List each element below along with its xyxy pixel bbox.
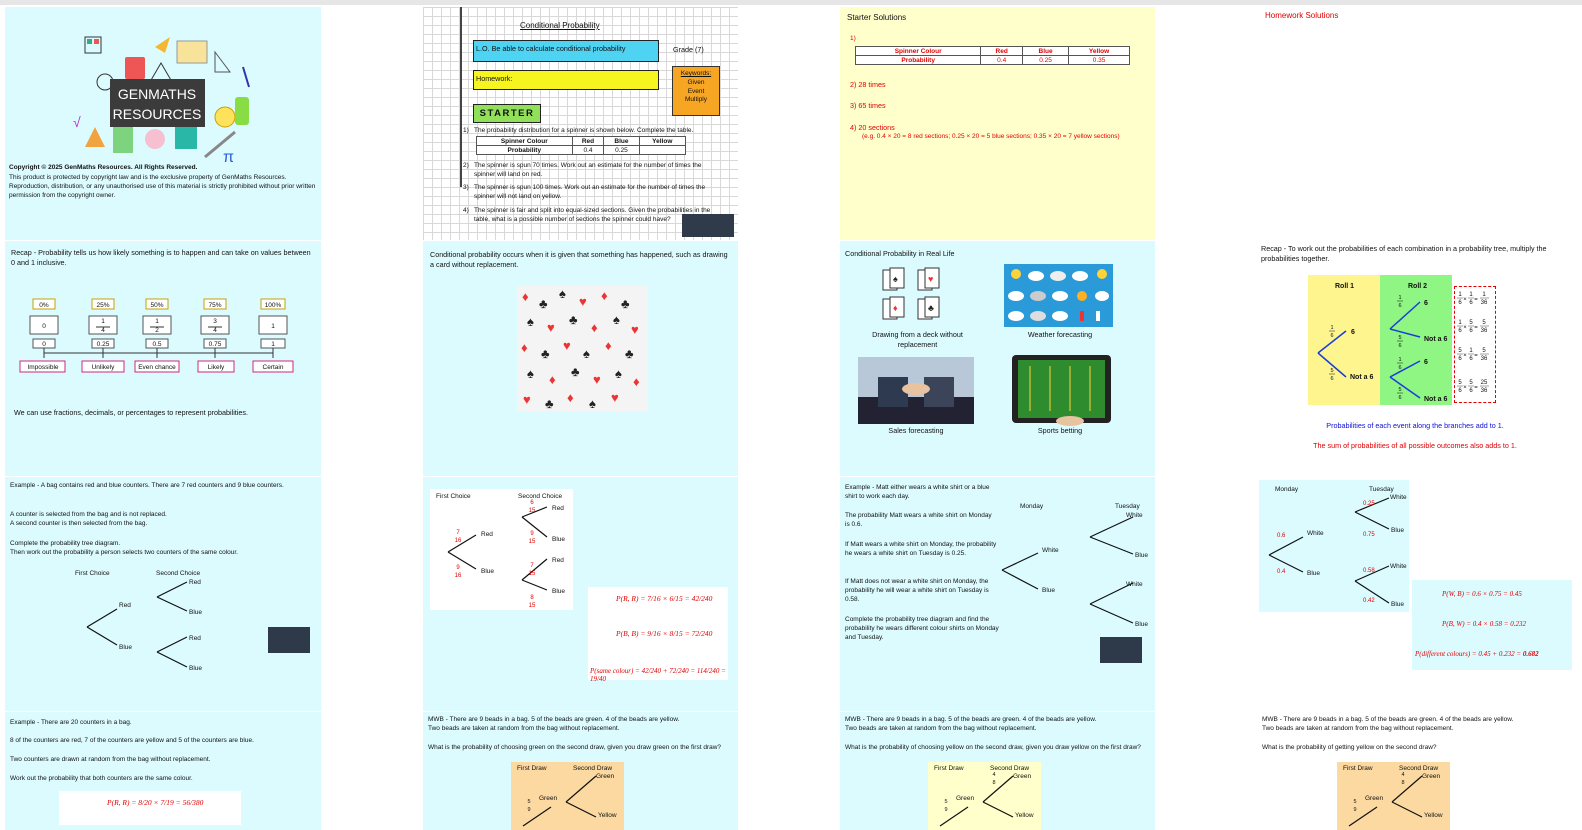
svg-text:Blue: Blue [481,568,495,575]
solution-table: Spinner Colour Red Blue Yellow Probability 0.4 0.25 0.35 [855,46,1130,65]
svg-text:6: 6 [1351,329,1355,336]
svg-text:Blue: Blue [1307,570,1321,577]
svg-text:White: White [1042,547,1059,554]
product-row-2 [1458,320,1488,334]
homework-box: Homework: [473,70,659,90]
branches-add-note: Probabilities of each event along the branches add to 1. [1326,421,1504,430]
svg-text:0.4: 0.4 [1277,569,1286,575]
svg-text:♠: ♠ [613,312,620,327]
svg-text:Second Draw: Second Draw [1399,765,1439,772]
slide-16-mwb-second-yellow[interactable] [1257,712,1573,830]
svg-text:Second Choice: Second Choice [156,570,201,577]
svg-text:Yellow: Yellow [598,812,617,819]
svg-text:=: = [1474,353,1478,359]
svg-text:♥: ♥ [547,320,555,335]
blank-tree-diagram [65,567,235,679]
svg-text:6: 6 [1458,356,1462,362]
svg-text:Green: Green [956,795,975,802]
maths-doodles-icon [65,27,265,167]
example-line-2: 8 of the counters are red, 7 of the counters are yellow and 5 of the counters are blue. [10,737,254,744]
svg-text:First Choice: First Choice [436,493,471,500]
slide-12-shirts-solution[interactable] [1257,477,1573,711]
svg-text:Red: Red [189,579,201,586]
answer-4: 4) 20 sections [850,123,895,132]
mwb-intro: MWB - There are 9 beads in a bag. 5 of the beads are green. 4 of the beads are yellow. [428,716,680,723]
svg-text:♦: ♦ [633,374,640,389]
svg-text:6: 6 [1469,356,1473,362]
svg-text:=: = [1474,385,1478,391]
svg-text:Blue: Blue [552,588,566,595]
svg-text:9: 9 [456,565,460,571]
svg-text:White: White [1390,494,1407,501]
svg-text:Impossible: Impossible [27,364,59,371]
svg-text:×: × [1463,325,1467,331]
svg-text:15: 15 [528,603,536,609]
svg-text:♠: ♠ [615,366,622,381]
svg-text:Certain: Certain [262,364,284,371]
caption-weather: Weather forecasting [1027,330,1093,339]
svg-text:0.25: 0.25 [1363,501,1375,507]
svg-text:♦: ♦ [591,320,598,335]
svg-text:Blue: Blue [1042,587,1056,594]
svg-text:1: 1 [1458,320,1462,326]
svg-text:Green: Green [1013,773,1032,780]
copyright-title: Copyright © 2025 GenMaths Resources. All Rights Reserved. [9,164,198,171]
svg-text:0: 0 [42,341,46,348]
svg-text:♣: ♣ [569,312,578,327]
beads-tree-diagram [1337,762,1450,830]
caption-sports: Sports betting [1037,426,1083,435]
svg-text:7: 7 [530,563,534,569]
example-line-2: The probability Matt wears a white shirt on Monday is 0.6. [845,512,992,528]
svg-text:Red: Red [481,531,493,538]
mwb-line-2: Two beads are taken at random from the bag without replacement. [845,725,1037,732]
svg-text:6: 6 [530,500,534,506]
svg-text:6: 6 [1424,300,1428,307]
svg-text:Yellow: Yellow [1015,812,1034,819]
copyright-body: This product is protected by copyright law and is the exclusive property of GenMaths Resources. Reproduction, distribution, or any unauthorised use of this material is strictly prohibited without prior written permission from the copyright owner. [9,174,316,199]
svg-text:0.6: 0.6 [1277,533,1286,539]
svg-text:9: 9 [944,807,948,813]
example-line-4: Work out the probability that both counters are the same colour. [10,775,193,782]
svg-text:♦: ♦ [605,338,612,353]
recap-text: Recap - To work out the probabilities of each combination in a probability tree, multiply the probabilities together. [1261,244,1547,263]
svg-text:6: 6 [1330,333,1334,339]
svg-text:9: 9 [1353,807,1357,813]
svg-text:Blue: Blue [1135,621,1149,627]
equation-rr: P(R, R) = 8/20 × 7/19 = 56/380 [107,798,204,807]
q3-number: 3) [463,184,469,191]
svg-text:Green: Green [1422,773,1441,780]
svg-text:8: 8 [530,595,534,601]
logo-line2: RESOURCES [112,106,202,122]
svg-text:0%: 0% [39,302,49,309]
svg-text:♣: ♣ [545,396,554,411]
logo-line1: GENMATHS [117,86,197,102]
svg-text:1: 1 [271,323,275,330]
mwb-question: What is the probability of choosing yellow on the second draw, given you draw yellow on the first draw? [845,744,1141,751]
svg-text:1: 1 [271,341,275,348]
svg-text:6: 6 [1458,328,1462,334]
svg-text:♠: ♠ [527,366,534,381]
svg-text:6: 6 [1398,303,1402,309]
svg-text:5: 5 [1482,348,1486,354]
svg-text:=: = [1474,325,1478,331]
slide-4-homework-solutions[interactable] [1257,7,1573,240]
handshake-photo [858,357,974,424]
svg-text:Blue: Blue [1391,527,1405,534]
top-toolbar-strip [0,0,1582,5]
svg-text:♣: ♣ [928,303,934,313]
svg-text:6: 6 [1330,376,1334,382]
svg-text:25%: 25% [96,302,110,309]
equation-same-colour: P(same colour) = 42/240 + 72/240 = 114/240 = 19/40 [590,667,726,683]
answer-4-working: (e.g. 0.4 × 20 = 8 red sections; 0.25 × 20 = 5 blue sections; 0.35 × 20 = 7 yellow sections) [862,133,1120,140]
svg-text:5: 5 [1330,368,1334,374]
keywords-box: Keywords: Given Event Multiply [672,66,720,116]
svg-text:Blue: Blue [1135,552,1149,559]
svg-text:16: 16 [454,573,462,579]
svg-text:5: 5 [1469,380,1473,386]
svg-text:♣: ♣ [571,364,580,379]
svg-text:♠: ♠ [589,396,596,411]
svg-text:1: 1 [1398,295,1402,301]
svg-text:Second Draw: Second Draw [573,765,613,772]
q2-text: The spinner is spun 70 times. Work out an estimate for the number of times the spinner will land on red. [474,162,702,178]
slide-3-starter-solutions[interactable] [840,7,1155,240]
svg-text:25: 25 [1480,380,1488,386]
svg-text:16: 16 [454,538,462,544]
beads-tree-diagram [511,762,624,830]
svg-text:1: 1 [101,318,105,325]
svg-text:♦: ♦ [522,289,529,304]
svg-text:1: 1 [1330,325,1334,331]
svg-text:♥: ♥ [928,274,934,284]
q1-text: The probability distribution for a spinner is shown below. Complete the table. [474,127,694,134]
svg-text:0.25: 0.25 [96,341,110,348]
svg-text:5: 5 [1469,320,1473,326]
svg-text:Blue: Blue [552,536,566,543]
svg-text:36: 36 [1480,300,1488,306]
learning-objective: L.O. Be able to calculate conditional probability [473,40,659,62]
mwb-line-2: Two beads are taken at random from the bag without replacement. [1262,725,1454,732]
svg-text:75%: 75% [208,302,222,309]
svg-text:Likely: Likely [207,364,225,371]
svg-text:♦: ♦ [521,340,528,355]
probability-scale [15,296,315,376]
svg-text:♠: ♠ [559,286,566,301]
spinner-table: Spinner Colour Red Blue Yellow Probability 0.4 0.25 [476,136,686,155]
scattered-cards-icon [517,286,648,411]
svg-text:6: 6 [1458,300,1462,306]
example-intro: Example - Matt either wears a white shirt or a blue shirt to work each day. [845,484,990,500]
svg-text:6: 6 [1424,359,1428,366]
q3-text: The spinner is spun 100 times. Work out an estimate for the number of times the spinner will not land on yellow. [474,184,706,200]
svg-text:Tuesday: Tuesday [1115,503,1140,510]
shirts-tree-diagram [998,497,1153,627]
recap-text: Recap - Probability tells us how likely something is to happen and can take on values between 0 and 1 inclusive. [11,248,311,267]
starter-label: STARTER [473,104,541,123]
slide-5-recap-scale[interactable] [5,241,321,476]
svg-text:♦: ♦ [549,372,556,387]
example-line-2: A counter is selected from the bag and is not replaced. [10,511,167,518]
svg-text:1: 1 [1469,348,1473,354]
equation-bb: P(B, B) = 9/16 × 8/15 = 72/240 [616,629,713,638]
svg-text:1: 1 [1482,292,1486,298]
svg-text:♦: ♦ [601,288,608,303]
svg-text:Second Draw: Second Draw [990,765,1030,772]
product-row-3 [1458,348,1488,362]
playing-cards-icon [880,266,950,324]
example-line-4: Complete the probability tree diagram. [10,540,121,547]
genmaths-badge-icon [682,214,734,237]
slide-2-starter[interactable] [423,7,738,240]
q1-number: 1) [463,127,469,134]
svg-text:6: 6 [1398,395,1402,401]
svg-text:6: 6 [1458,388,1462,394]
svg-text:×: × [1463,353,1467,359]
probability-thumbnail-icon [268,627,310,653]
definition-text: Conditional probability occurs when it is given that something has happened, such as drawing a card without replacement. [430,250,728,269]
svg-text:4: 4 [992,772,996,778]
products-fractions [1456,289,1496,401]
svg-text:♥: ♥ [631,322,639,337]
beads-tree-diagram [928,762,1041,830]
svg-text:First Draw: First Draw [1343,765,1373,772]
slide-7-real-life[interactable] [840,241,1155,476]
svg-text:15: 15 [528,571,536,577]
svg-text:White: White [1126,512,1143,519]
svg-text:5: 5 [1353,799,1357,805]
svg-text:7: 7 [456,530,460,536]
svg-text:Green: Green [539,795,558,802]
svg-text:5: 5 [1398,335,1402,341]
svg-text:1: 1 [1398,357,1402,363]
svg-text:9: 9 [530,531,534,537]
svg-text:♣: ♣ [541,346,550,361]
svg-text:Monday: Monday [1275,486,1299,493]
svg-text:5: 5 [1398,387,1402,393]
svg-text:5: 5 [944,799,948,805]
svg-text:6: 6 [1398,343,1402,349]
svg-text:×: × [1463,297,1467,303]
svg-text:8: 8 [992,780,996,786]
outcomes-add-note: The sum of probabilities of all possible outcomes also adds to 1. [1313,441,1517,450]
svg-text:Red: Red [189,635,201,642]
svg-text:Red: Red [119,602,131,609]
svg-text:6: 6 [1398,365,1402,371]
slide-10-counters-solution[interactable] [423,477,738,711]
example-line-3: Two counters are drawn at random from the bag without replacement. [10,756,211,763]
example-line-3: A second counter is then selected from the bag. [10,520,148,527]
svg-text:=: = [1474,297,1478,303]
svg-text:50%: 50% [150,302,164,309]
svg-text:8: 8 [1401,780,1405,786]
svg-text:♠: ♠ [893,274,898,284]
slide-14-mwb-green[interactable] [423,712,738,830]
svg-text:0.42: 0.42 [1363,598,1375,604]
svg-text:5: 5 [1482,320,1486,326]
svg-text:Not a 6: Not a 6 [1350,374,1374,381]
svg-text:15: 15 [528,539,536,545]
svg-text:0.58: 0.58 [1363,568,1375,574]
svg-text:♥: ♥ [579,294,587,309]
example-line-5: Then work out the probability a person selects two counters of the same colour. [10,549,238,556]
svg-text:Green: Green [1365,795,1384,802]
answer-2: 2) 28 times [850,80,886,89]
svg-text:1: 1 [1469,292,1473,298]
equation-rr: P(R, R) = 7/16 × 6/15 = 42/240 [616,594,713,603]
svg-text:White: White [1390,563,1407,570]
equation-bw: P(B, W) = 0.4 × 0.58 = 0.232 [1442,620,1526,628]
q4-number: 4) [463,207,469,214]
svg-text:×: × [1463,385,1467,391]
svg-text:White: White [1307,530,1324,537]
svg-text:3: 3 [213,318,217,325]
svg-text:Blue: Blue [189,665,203,672]
a1-number: 1) [850,35,856,42]
svg-text:White: White [1126,581,1143,588]
svg-text:Not a 6: Not a 6 [1424,396,1448,403]
q4-text: The spinner is fair and split into equal-sized sections. Given the probabilities in the table, what is a possible number of sections the spinner could have? [474,207,711,223]
example-line-3: If Matt wears a white shirt on Monday, the probability he wears a white shirt on Tuesday is 0.25. [845,541,997,557]
shirts-solution-tree [1259,480,1409,612]
product-row-1 [1458,292,1488,306]
slide-9-counters-example[interactable] [5,477,321,711]
mwb-question: What is the probability of getting yellow on the second draw? [1262,744,1437,751]
svg-text:1: 1 [1458,292,1462,298]
slide-title: Starter Solutions [847,13,907,22]
svg-text:Green: Green [596,773,615,780]
svg-text:Not a 6: Not a 6 [1424,336,1448,343]
svg-text:6: 6 [1469,328,1473,334]
svg-text:0.75: 0.75 [1363,532,1375,538]
mwb-line-2: Two beads are taken at random from the bag without replacement. [428,725,620,732]
q2-number: 2) [463,162,469,169]
svg-text:First Draw: First Draw [517,765,547,772]
svg-text:Red: Red [552,557,564,564]
equation-different: P(different colours) = 0.45 + 0.232 = 0.682 [1415,650,1539,658]
svg-text:4: 4 [1401,772,1405,778]
svg-text:♣: ♣ [539,296,548,311]
svg-text:Roll 1: Roll 1 [1335,283,1355,290]
svg-text:5: 5 [1458,348,1462,354]
svg-text:Even chance: Even chance [138,364,176,371]
svg-text:Roll 2: Roll 2 [1408,283,1428,290]
svg-text:4: 4 [101,327,105,334]
svg-text:5: 5 [527,799,531,805]
svg-text:0.5: 0.5 [152,341,162,348]
svg-text:Blue: Blue [189,609,203,616]
representation-note: We can use fractions, decimals, or percentages to represent probabilities. [14,408,248,417]
svg-text:First Choice: First Choice [75,570,110,577]
weather-icons [1004,264,1113,327]
svg-text:2: 2 [155,327,159,334]
svg-text:Monday: Monday [1020,503,1044,510]
svg-text:Blue: Blue [1391,601,1405,608]
svg-text:♠: ♠ [527,314,534,329]
mwb-intro: MWB - There are 9 beads in a bag. 5 of the beads are green. 4 of the beads are yellow. [845,716,1097,723]
slide-title: Homework Solutions [1265,11,1339,20]
svg-text:0: 0 [42,323,46,330]
working-panel [59,791,241,825]
svg-text:♦: ♦ [567,390,574,405]
mwb-intro: MWB - There are 9 beads in a bag. 5 of the beads are green. 4 of the beads are yellow. [1262,716,1514,723]
svg-text:5: 5 [1458,380,1462,386]
probability-thumbnail-icon [1100,637,1142,663]
svg-text:Unlikely: Unlikely [91,364,115,371]
svg-text:♣: ♣ [621,296,630,311]
mwb-question: What is the probability of choosing green on the second draw, given you draw green on the first draw? [428,744,722,751]
svg-text:4: 4 [213,327,217,334]
svg-text:♥: ♥ [593,372,601,387]
svg-text:π: π [223,149,235,166]
svg-text:Second Choice: Second Choice [518,493,563,500]
svg-text:100%: 100% [264,302,282,309]
svg-text:♠: ♠ [583,346,590,361]
example-line-4: If Matt does not wear a white shirt on Monday, the probability he will wear a white shirt on Tuesday is 0.58. [845,578,989,603]
slide-11-shirts-example[interactable] [840,477,1155,711]
svg-text:♣: ♣ [625,346,634,361]
slide-1-title[interactable] [5,7,321,240]
caption-sales: Sales forecasting [888,426,944,435]
svg-text:♥: ♥ [611,390,619,405]
svg-text:6: 6 [1469,300,1473,306]
example-line-5: Complete the probability tree diagram and find the probability he wears different colour shirts on Monday and Tuesday. [845,616,999,641]
slide-title: Conditional Probability in Real Life [845,249,955,258]
svg-text:36: 36 [1480,356,1488,362]
solution-tree-diagram [430,489,573,610]
slide-8-recap-tree[interactable] [1257,241,1573,476]
svg-text:9: 9 [527,807,531,813]
svg-text:1: 1 [155,318,159,325]
sports-betting-tablet [1010,351,1113,426]
equation-wb: P(W, B) = 0.6 × 0.75 = 0.45 [1442,590,1522,598]
caption-cards: Drawing from a deck without replacement [872,330,963,349]
svg-text:15: 15 [528,508,536,514]
grade-label: Grade (7) [673,45,704,54]
svg-text:Red: Red [552,505,564,512]
svg-text:0.75: 0.75 [208,341,222,348]
svg-text:Tuesday: Tuesday [1369,486,1394,493]
svg-text:36: 36 [1480,388,1488,394]
svg-text:First Draw: First Draw [934,765,964,772]
svg-text:6: 6 [1469,388,1473,394]
svg-text:Yellow: Yellow [1424,812,1443,819]
example-intro: Example - There are 20 counters in a bag. [10,719,132,726]
slide-6-definition[interactable] [423,241,738,476]
svg-text:√: √ [73,114,81,130]
example-intro: Example - A bag contains red and blue counters. There are 7 red counters and 9 blue counters. [10,482,284,489]
slide-15-mwb-yellow[interactable] [840,712,1155,830]
slide-title: Conditional Probability [520,21,600,30]
svg-text:Blue: Blue [119,644,133,651]
svg-text:♥: ♥ [523,392,531,407]
svg-text:♥: ♥ [563,338,571,353]
slide-13-twenty-counters[interactable] [5,712,321,830]
product-row-4 [1458,380,1488,394]
svg-text:♦: ♦ [893,303,898,313]
answer-3: 3) 65 times [850,101,886,110]
svg-text:36: 36 [1480,328,1488,334]
